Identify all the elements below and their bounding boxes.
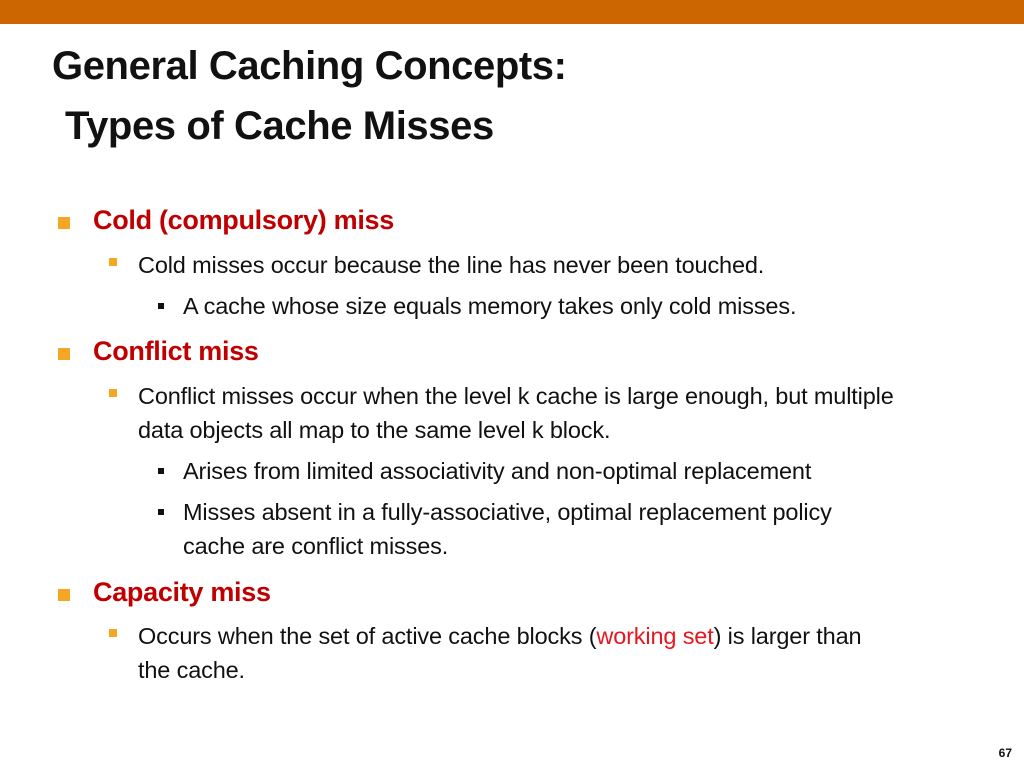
page-number: 67 <box>998 746 1012 760</box>
cold-miss-detail: A cache whose size equals memory takes only cold misses. <box>183 293 797 319</box>
section-heading-conflict-miss: Conflict miss <box>93 336 259 366</box>
small-square-bullet-icon <box>158 468 164 474</box>
square-bullet-icon <box>109 258 117 266</box>
square-bullet-icon <box>58 217 70 229</box>
square-bullet-icon <box>58 589 70 601</box>
square-bullet-icon <box>58 348 70 360</box>
conflict-miss-description-line2: data objects all map to the same level k block. <box>138 417 611 443</box>
capacity-miss-description-line2: the cache. <box>138 657 245 683</box>
square-bullet-icon <box>109 629 117 637</box>
capacity-text-after: ) is larger than <box>713 623 862 649</box>
section-heading-cold-miss: Cold (compulsory) miss <box>93 205 394 235</box>
capacity-text-before: Occurs when the set of active cache blocks ( <box>138 623 597 649</box>
conflict-miss-detail-2-line2: cache are conflict misses. <box>183 533 449 559</box>
square-bullet-icon <box>109 389 117 397</box>
working-set-term: working set <box>596 623 714 649</box>
title-line-2: Types of Cache Misses <box>65 104 494 148</box>
cold-miss-description: Cold misses occur because the line has never been touched. <box>138 252 765 278</box>
small-square-bullet-icon <box>158 509 164 515</box>
conflict-miss-detail-1: Arises from limited associativity and non-optimal replacement <box>183 458 812 484</box>
conflict-miss-detail-2-line1: Misses absent in a fully-associative, optimal replacement policy <box>183 499 832 525</box>
conflict-miss-description-line1: Conflict misses occur when the level k cache is large enough, but multiple <box>138 383 894 409</box>
title-line-1: General Caching Concepts: <box>52 44 567 88</box>
section-heading-capacity-miss: Capacity miss <box>93 577 271 607</box>
capacity-miss-description-line1 <box>138 619 861 653</box>
small-square-bullet-icon <box>158 303 164 309</box>
